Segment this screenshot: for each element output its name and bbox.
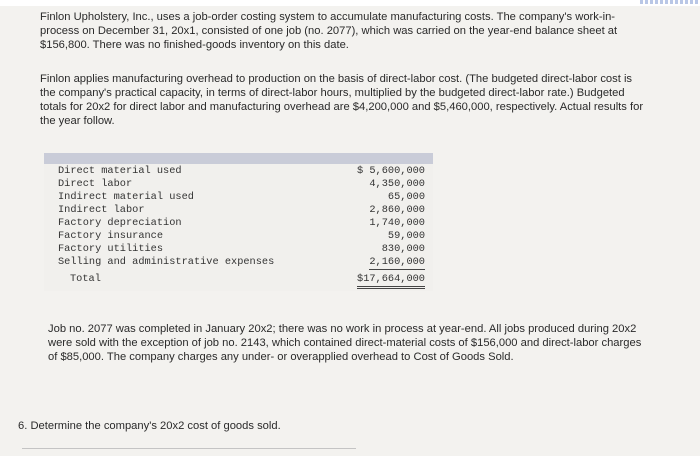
table-row <box>44 230 433 243</box>
table-row <box>44 256 433 269</box>
top-bar-dots <box>640 0 700 4</box>
row-amount: 2,860,000 <box>369 204 425 216</box>
row-label: Indirect labor <box>58 204 145 216</box>
overhead-paragraph: Finlon applies manufacturing overhead to production on the basis of direct-labor cost. (The budgeted direct-labor cost is the company's practical capacity, in terms of direct-labor hours, multiplied by the budgeted direct-labor rate.) Budgeted totals for 20x2 for direct labor and manufacturing overhead are $4,200,000 and $5,460,000, respectively. Actual results for the year follow. <box>40 73 644 127</box>
question-text: 6. Determine the company's 20x2 cost of goods sold. <box>18 420 281 432</box>
row-amount: 830,000 <box>381 243 425 255</box>
row-label: Factory depreciation <box>58 217 182 229</box>
table-row <box>44 243 433 256</box>
row-label: Factory insurance <box>58 230 164 242</box>
row-amount: $ 5,600,000 <box>357 165 425 177</box>
top-bar <box>0 0 700 6</box>
table-total-row <box>44 273 433 286</box>
table-row <box>44 217 433 230</box>
intro-paragraph: Finlon Upholstery, Inc., uses a job-order costing system to accumulate manufacturing costs. The company's work-in-process on December 31, 20x1, consisted of one job (no. 2077), which was carried on the year-end balance sheet at $156,800. There was no finished-goods inventory on this date. <box>40 11 618 51</box>
table-row <box>44 204 433 217</box>
answer-line[interactable] <box>22 448 356 449</box>
row-label: Factory utilities <box>58 243 164 255</box>
total-label: Total <box>70 273 101 285</box>
row-amount: 1,740,000 <box>369 217 425 229</box>
row-amount: 59,000 <box>387 230 425 242</box>
row-amount: 2,160,000 <box>369 256 425 268</box>
row-label: Indirect material used <box>58 191 194 203</box>
total-amount: $17,664,000 <box>357 273 425 289</box>
row-amount: 4,350,000 <box>369 178 425 190</box>
row-amount: 65,000 <box>387 191 425 203</box>
row-label: Direct material used <box>58 165 182 177</box>
table-header-bar <box>44 153 433 164</box>
row-label: Direct labor <box>58 178 133 190</box>
table-row <box>44 178 433 191</box>
actual-results-table <box>44 153 433 291</box>
job-paragraph: Job no. 2077 was completed in January 20x2; there was no work in process at year-end. All jobs produced during 20x2 were sold with the exception of job no. 2143, which contained direct-material costs of $156,000 and direct-labor charges of $85,000. The company charges any under- or overapplied overhead to Cost of Goods Sold. <box>48 323 642 363</box>
table-row <box>44 191 433 204</box>
table-row <box>44 165 433 178</box>
row-label: Selling and administrative expenses <box>58 256 275 268</box>
